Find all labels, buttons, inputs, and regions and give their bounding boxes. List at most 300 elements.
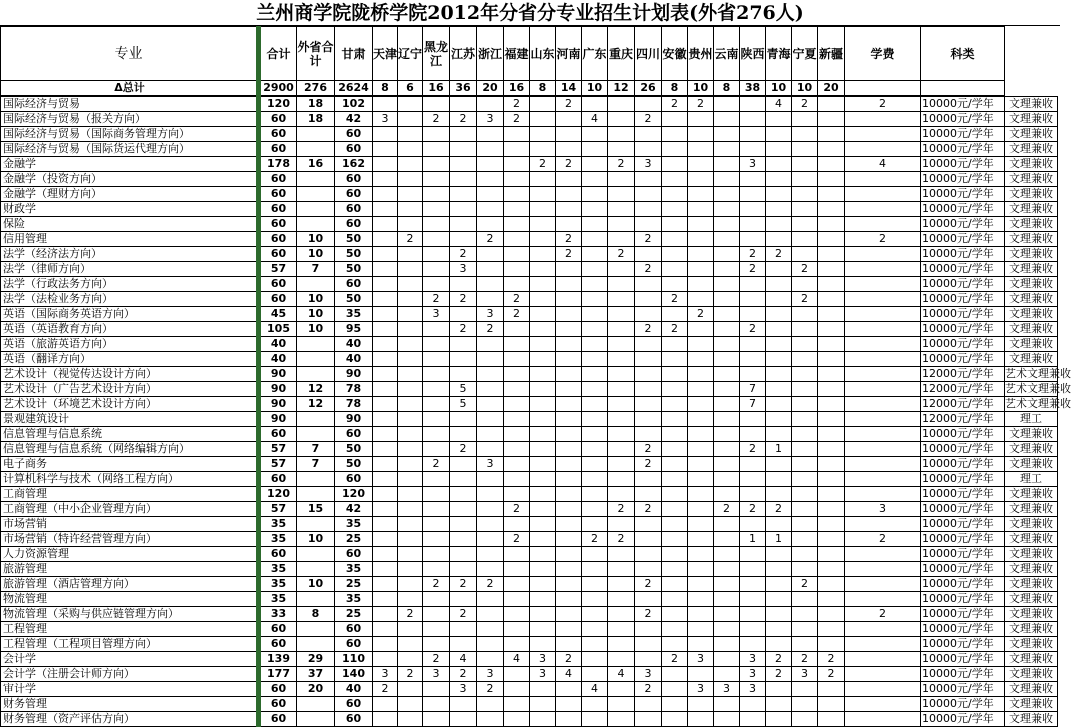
value-cell — [740, 352, 766, 367]
value-cell — [504, 547, 530, 562]
fee-cell: 10000元/学年 — [921, 96, 1005, 112]
category-cell: 文理兼收 — [1005, 637, 1058, 652]
table-row — [1, 367, 1058, 382]
value-cell — [398, 96, 423, 112]
value-cell — [582, 427, 608, 442]
category-cell: 文理兼收 — [1005, 292, 1058, 307]
value-cell — [766, 712, 792, 727]
total-count-cell: 35 — [259, 532, 297, 547]
value-cell — [845, 697, 921, 712]
value-cell — [714, 262, 740, 277]
value-cell — [556, 697, 582, 712]
value-cell — [530, 397, 556, 412]
value-cell: 2 — [635, 457, 662, 472]
total-count-cell: 60 — [259, 187, 297, 202]
major-name-cell: 国际经济与贸易（国际商务管理方向） — [1, 127, 259, 142]
value-cell: 4 — [582, 112, 608, 127]
value-cell: 3 — [530, 652, 556, 667]
out-province-count-cell — [297, 697, 335, 712]
value-cell: 2 — [504, 112, 530, 127]
value-cell: 2 — [398, 667, 423, 682]
value-cell — [792, 187, 818, 202]
value-cell — [818, 292, 845, 307]
value-cell — [582, 442, 608, 457]
total-count-cell: 60 — [259, 547, 297, 562]
value-cell — [714, 517, 740, 532]
value-cell — [740, 127, 766, 142]
total-count-cell: 35 — [259, 577, 297, 592]
value-cell — [556, 577, 582, 592]
value-cell — [450, 217, 477, 232]
value-cell — [556, 367, 582, 382]
value-cell — [662, 232, 688, 247]
gansu-count-cell: 60 — [335, 202, 373, 217]
value-cell: 2 — [766, 667, 792, 682]
value-cell — [766, 322, 792, 337]
category-cell: 理工 — [1005, 472, 1058, 487]
col-header-out-province: 外省合计 — [297, 27, 335, 81]
value-cell: 2 — [766, 502, 792, 517]
value-cell — [530, 277, 556, 292]
major-name-cell: 工商管理 — [1, 487, 259, 502]
value-cell — [530, 472, 556, 487]
major-name-cell: 艺术设计（环境艺术设计方向） — [1, 397, 259, 412]
value-cell — [398, 202, 423, 217]
value-cell — [530, 232, 556, 247]
value-cell — [530, 577, 556, 592]
total-cell: 12 — [608, 81, 635, 97]
value-cell — [818, 127, 845, 142]
category-cell: 文理兼收 — [1005, 157, 1058, 172]
category-cell: 文理兼收 — [1005, 337, 1058, 352]
value-cell — [423, 622, 450, 637]
value-cell — [766, 397, 792, 412]
gansu-count-cell: 40 — [335, 682, 373, 697]
value-cell — [792, 562, 818, 577]
value-cell — [792, 487, 818, 502]
value-cell — [530, 562, 556, 577]
value-cell — [556, 337, 582, 352]
col-header-category: 科类 — [921, 27, 1005, 81]
value-cell — [450, 232, 477, 247]
out-province-count-cell — [297, 562, 335, 577]
value-cell — [714, 367, 740, 382]
value-cell — [662, 487, 688, 502]
col-header-major: 专业 — [1, 27, 259, 81]
value-cell — [662, 682, 688, 697]
value-cell — [450, 337, 477, 352]
value-cell — [477, 442, 504, 457]
total-count-cell: 60 — [259, 247, 297, 262]
value-cell — [845, 382, 921, 397]
value-cell — [608, 172, 635, 187]
value-cell — [582, 697, 608, 712]
value-cell — [818, 547, 845, 562]
value-cell — [688, 592, 714, 607]
value-cell — [450, 637, 477, 652]
value-cell — [818, 562, 845, 577]
value-cell — [608, 96, 635, 112]
value-cell — [423, 322, 450, 337]
value-cell — [398, 217, 423, 232]
major-name-cell: 法学（法检业务方向） — [1, 292, 259, 307]
major-name-cell: 国际经济与贸易 — [1, 96, 259, 112]
value-cell — [792, 142, 818, 157]
value-cell — [818, 217, 845, 232]
value-cell — [423, 427, 450, 442]
value-cell: 3 — [477, 112, 504, 127]
gansu-count-cell: 50 — [335, 247, 373, 262]
value-cell — [450, 127, 477, 142]
category-cell: 文理兼收 — [1005, 487, 1058, 502]
gansu-count-cell: 40 — [335, 352, 373, 367]
value-cell — [608, 412, 635, 427]
category-cell: 文理兼收 — [1005, 622, 1058, 637]
value-cell — [635, 127, 662, 142]
category-cell: 文理兼收 — [1005, 532, 1058, 547]
value-cell: 2 — [582, 532, 608, 547]
value-cell — [398, 187, 423, 202]
fee-cell: 12000元/学年 — [921, 412, 1005, 427]
value-cell: 2 — [556, 652, 582, 667]
value-cell — [845, 202, 921, 217]
value-cell — [845, 427, 921, 442]
value-cell — [530, 322, 556, 337]
fee-cell: 10000元/学年 — [921, 232, 1005, 247]
value-cell — [504, 127, 530, 142]
fee-cell: 10000元/学年 — [921, 577, 1005, 592]
fee-cell: 10000元/学年 — [921, 442, 1005, 457]
value-cell — [608, 547, 635, 562]
value-cell — [662, 637, 688, 652]
major-name-cell: 物流管理 — [1, 592, 259, 607]
value-cell — [714, 427, 740, 442]
value-cell — [530, 247, 556, 262]
value-cell: 2 — [792, 652, 818, 667]
value-cell — [818, 682, 845, 697]
value-cell — [556, 427, 582, 442]
value-cell — [556, 622, 582, 637]
table-row — [1, 637, 1058, 652]
value-cell: 3 — [423, 307, 450, 322]
value-cell — [608, 562, 635, 577]
value-cell — [373, 412, 398, 427]
value-cell — [556, 637, 582, 652]
total-count-cell: 120 — [259, 487, 297, 502]
value-cell — [688, 367, 714, 382]
value-cell — [373, 487, 398, 502]
gansu-count-cell: 40 — [335, 337, 373, 352]
value-cell — [423, 547, 450, 562]
col-header-shandong: 山东 — [530, 27, 556, 81]
value-cell — [504, 712, 530, 727]
value-cell — [556, 562, 582, 577]
value-cell — [845, 472, 921, 487]
value-cell: 2 — [423, 652, 450, 667]
value-cell — [450, 697, 477, 712]
value-cell: 2 — [766, 247, 792, 262]
value-cell — [398, 487, 423, 502]
value-cell — [373, 427, 398, 442]
value-cell — [373, 142, 398, 157]
fee-cell: 10000元/学年 — [921, 667, 1005, 682]
value-cell — [635, 307, 662, 322]
value-cell — [373, 562, 398, 577]
value-cell — [582, 247, 608, 262]
value-cell — [530, 502, 556, 517]
value-cell — [556, 532, 582, 547]
value-cell: 3 — [740, 682, 766, 697]
col-header-tianjin: 天津 — [373, 27, 398, 81]
value-cell — [477, 352, 504, 367]
value-cell — [740, 187, 766, 202]
value-cell — [423, 382, 450, 397]
value-cell — [818, 517, 845, 532]
value-cell — [608, 427, 635, 442]
value-cell — [423, 412, 450, 427]
col-header-qinghai: 青海 — [766, 27, 792, 81]
value-cell — [714, 412, 740, 427]
value-cell — [530, 697, 556, 712]
value-cell — [635, 217, 662, 232]
value-cell — [688, 472, 714, 487]
value-cell — [398, 712, 423, 727]
value-cell — [530, 187, 556, 202]
major-name-cell: 英语（国际商务英语方向） — [1, 307, 259, 322]
out-province-count-cell: 12 — [297, 382, 335, 397]
value-cell — [818, 352, 845, 367]
value-cell — [688, 232, 714, 247]
value-cell — [635, 532, 662, 547]
value-cell — [818, 577, 845, 592]
total-cell — [845, 81, 921, 97]
value-cell — [373, 337, 398, 352]
major-name-cell: 会计学（注册会计师方向） — [1, 667, 259, 682]
value-cell — [740, 367, 766, 382]
value-cell — [373, 187, 398, 202]
fee-cell: 10000元/学年 — [921, 592, 1005, 607]
major-name-cell: 金融学（理财方向） — [1, 187, 259, 202]
col-header-total: 合计 — [259, 27, 297, 81]
out-province-count-cell: 18 — [297, 112, 335, 127]
category-cell: 文理兼收 — [1005, 352, 1058, 367]
value-cell — [608, 457, 635, 472]
table-row — [1, 502, 1058, 517]
total-count-cell: 60 — [259, 472, 297, 487]
value-cell — [450, 517, 477, 532]
value-cell — [740, 142, 766, 157]
value-cell — [818, 157, 845, 172]
value-cell — [662, 697, 688, 712]
value-cell: 2 — [740, 442, 766, 457]
value-cell — [766, 562, 792, 577]
value-cell — [766, 472, 792, 487]
value-cell — [845, 262, 921, 277]
value-cell — [714, 442, 740, 457]
table-row — [1, 337, 1058, 352]
value-cell — [766, 682, 792, 697]
value-cell — [766, 517, 792, 532]
value-cell — [373, 547, 398, 562]
value-cell: 3 — [477, 457, 504, 472]
out-province-count-cell — [297, 712, 335, 727]
value-cell — [635, 712, 662, 727]
value-cell: 2 — [740, 322, 766, 337]
value-cell — [423, 397, 450, 412]
value-cell — [792, 127, 818, 142]
value-cell — [714, 397, 740, 412]
value-cell — [398, 307, 423, 322]
category-cell: 文理兼收 — [1005, 142, 1058, 157]
category-cell: 文理兼收 — [1005, 517, 1058, 532]
value-cell — [373, 697, 398, 712]
value-cell — [688, 217, 714, 232]
value-cell — [818, 142, 845, 157]
value-cell — [818, 592, 845, 607]
value-cell — [714, 187, 740, 202]
value-cell — [688, 187, 714, 202]
value-cell: 3 — [477, 667, 504, 682]
out-province-count-cell: 10 — [297, 322, 335, 337]
value-cell — [373, 607, 398, 622]
category-cell: 理工 — [1005, 412, 1058, 427]
table-row — [1, 262, 1058, 277]
total-count-cell: 57 — [259, 262, 297, 277]
value-cell: 2 — [556, 247, 582, 262]
value-cell: 2 — [556, 232, 582, 247]
value-cell — [373, 577, 398, 592]
value-cell — [792, 307, 818, 322]
value-cell — [818, 112, 845, 127]
value-cell — [582, 127, 608, 142]
total-count-cell: 60 — [259, 697, 297, 712]
out-province-count-cell — [297, 172, 335, 187]
table-row — [1, 472, 1058, 487]
value-cell — [845, 277, 921, 292]
value-cell — [635, 247, 662, 262]
fee-cell: 10000元/学年 — [921, 472, 1005, 487]
value-cell — [714, 217, 740, 232]
value-cell — [635, 382, 662, 397]
total-cell: 8 — [714, 81, 740, 97]
value-cell — [766, 277, 792, 292]
gansu-count-cell: 35 — [335, 592, 373, 607]
value-cell — [845, 442, 921, 457]
out-province-count-cell — [297, 187, 335, 202]
gansu-count-cell: 78 — [335, 382, 373, 397]
value-cell — [582, 292, 608, 307]
value-cell — [582, 487, 608, 502]
value-cell — [608, 637, 635, 652]
value-cell — [477, 397, 504, 412]
value-cell — [714, 127, 740, 142]
value-cell — [688, 562, 714, 577]
value-cell — [477, 367, 504, 382]
value-cell — [792, 367, 818, 382]
out-province-count-cell — [297, 487, 335, 502]
value-cell — [688, 277, 714, 292]
value-cell — [373, 172, 398, 187]
value-cell: 3 — [373, 667, 398, 682]
value-cell — [766, 202, 792, 217]
value-cell — [423, 532, 450, 547]
value-cell — [450, 532, 477, 547]
value-cell — [530, 622, 556, 637]
table-row — [1, 532, 1058, 547]
value-cell — [373, 532, 398, 547]
value-cell — [530, 547, 556, 562]
value-cell — [608, 712, 635, 727]
value-cell — [504, 457, 530, 472]
fee-cell: 10000元/学年 — [921, 157, 1005, 172]
value-cell — [740, 472, 766, 487]
fee-cell: 10000元/学年 — [921, 127, 1005, 142]
category-cell: 文理兼收 — [1005, 262, 1058, 277]
value-cell — [792, 112, 818, 127]
value-cell — [477, 487, 504, 502]
value-cell: 2 — [635, 262, 662, 277]
value-cell — [792, 337, 818, 352]
value-cell — [504, 682, 530, 697]
table-row — [1, 682, 1058, 697]
category-cell: 文理兼收 — [1005, 96, 1058, 112]
value-cell: 3 — [740, 157, 766, 172]
value-cell — [398, 682, 423, 697]
value-cell — [556, 397, 582, 412]
total-count-cell: 60 — [259, 202, 297, 217]
value-cell — [688, 697, 714, 712]
value-cell — [423, 637, 450, 652]
value-cell — [608, 127, 635, 142]
value-cell — [423, 472, 450, 487]
category-cell: 文理兼收 — [1005, 322, 1058, 337]
value-cell — [845, 307, 921, 322]
value-cell: 4 — [582, 682, 608, 697]
value-cell — [740, 562, 766, 577]
value-cell: 2 — [792, 577, 818, 592]
gansu-count-cell: 60 — [335, 622, 373, 637]
table-row — [1, 667, 1058, 682]
col-header-yunnan: 云南 — [714, 27, 740, 81]
value-cell — [740, 277, 766, 292]
fee-cell: 10000元/学年 — [921, 697, 1005, 712]
value-cell — [582, 96, 608, 112]
value-cell: 7 — [740, 397, 766, 412]
value-cell — [714, 712, 740, 727]
value-cell — [504, 142, 530, 157]
value-cell — [504, 172, 530, 187]
value-cell: 2 — [504, 96, 530, 112]
value-cell: 2 — [477, 232, 504, 247]
value-cell — [766, 112, 792, 127]
value-cell — [373, 517, 398, 532]
value-cell — [845, 682, 921, 697]
major-name-cell: 旅游管理 — [1, 562, 259, 577]
fee-cell: 10000元/学年 — [921, 502, 1005, 517]
total-cell: 10 — [688, 81, 714, 97]
value-cell — [373, 397, 398, 412]
value-cell: 3 — [792, 667, 818, 682]
value-cell — [740, 172, 766, 187]
gansu-count-cell: 35 — [335, 307, 373, 322]
value-cell — [582, 607, 608, 622]
value-cell — [423, 142, 450, 157]
value-cell — [582, 412, 608, 427]
table-row — [1, 547, 1058, 562]
value-cell — [556, 547, 582, 562]
value-cell — [635, 172, 662, 187]
col-header-ningxia: 宁夏 — [792, 27, 818, 81]
